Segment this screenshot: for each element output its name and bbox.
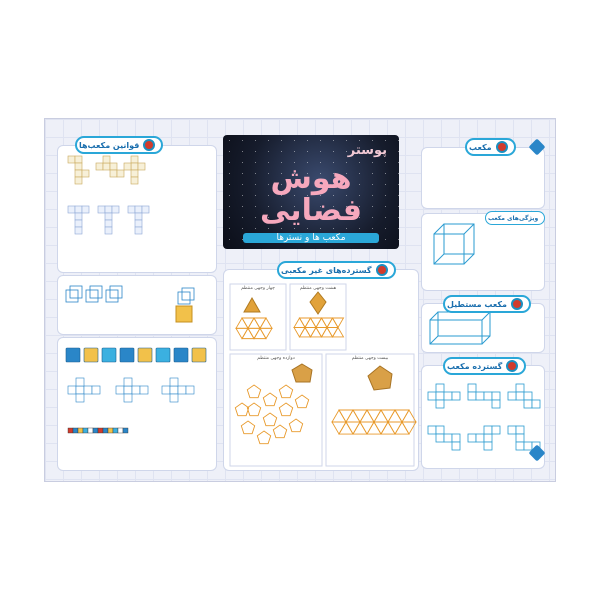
icosahedron-label: بیست وجهی منتظم xyxy=(351,356,389,361)
color-key-square xyxy=(123,428,128,433)
connector-tab xyxy=(421,168,422,190)
colored-cube xyxy=(192,348,206,362)
title-subtitle: مکعب ها و نسترها xyxy=(243,233,379,243)
net-square xyxy=(82,170,89,177)
cube-properties-header xyxy=(485,211,545,225)
color-key-square xyxy=(93,428,98,433)
net-square xyxy=(135,206,142,213)
color-key-square xyxy=(83,428,88,433)
net-square xyxy=(131,163,138,170)
net-square xyxy=(142,206,149,213)
net-square xyxy=(135,227,142,234)
colored-cube xyxy=(174,348,188,362)
net-square xyxy=(105,227,112,234)
cube-net-square xyxy=(492,392,500,400)
cube-panel xyxy=(421,147,545,209)
net-square xyxy=(96,163,103,170)
cube-net-square xyxy=(428,392,436,400)
net-square xyxy=(75,177,82,184)
cube-rules-nets xyxy=(58,146,217,273)
cube-net-square xyxy=(492,426,500,434)
fold-square xyxy=(132,386,140,394)
net-square xyxy=(117,170,124,177)
cube-title: مکعب xyxy=(469,142,492,152)
cube-net-square xyxy=(508,392,516,400)
net-square xyxy=(75,163,82,170)
net-square xyxy=(75,170,82,177)
title-line-1: هوش xyxy=(270,161,352,196)
fold-square xyxy=(162,386,170,394)
yellow-cube xyxy=(176,306,192,322)
colored-cube xyxy=(120,348,134,362)
red-dot-icon xyxy=(496,141,508,153)
fold-square xyxy=(186,386,194,394)
color-key-square xyxy=(113,428,118,433)
cube-header xyxy=(465,138,516,156)
fold-square xyxy=(178,386,186,394)
net-square xyxy=(75,156,82,163)
net-square xyxy=(105,206,112,213)
cube-nets-header xyxy=(443,357,526,375)
net-square xyxy=(103,163,110,170)
net-square xyxy=(68,156,75,163)
cube-net-square xyxy=(532,400,540,408)
net-square xyxy=(105,220,112,227)
cube-net-square xyxy=(428,426,436,434)
color-key-square xyxy=(98,428,103,433)
net-square xyxy=(131,177,138,184)
title-card xyxy=(223,135,399,249)
fold-square xyxy=(170,394,178,402)
color-key-square xyxy=(78,428,83,433)
cube-net-square xyxy=(436,392,444,400)
cube-net-square xyxy=(484,392,492,400)
left-bottom-panel xyxy=(57,337,217,471)
cube-net-square xyxy=(524,400,532,408)
non-cube-nets-header xyxy=(277,261,396,279)
cube-properties-title: ویژگی‌های مکعب xyxy=(488,214,539,222)
net-square xyxy=(112,206,119,213)
color-key-square xyxy=(103,428,108,433)
net-square xyxy=(138,163,145,170)
cube-net-square xyxy=(516,426,524,434)
fold-square xyxy=(92,386,100,394)
title-line-2: فضایی xyxy=(259,193,363,228)
colored-cube xyxy=(84,348,98,362)
cube-outline xyxy=(86,290,98,302)
cube-net-square xyxy=(516,392,524,400)
cube-net-square xyxy=(452,392,460,400)
left-mid-panel xyxy=(57,275,217,335)
cube-net-square xyxy=(452,434,460,442)
cube-net-square xyxy=(484,434,492,442)
red-dot-icon xyxy=(143,139,155,151)
fold-square xyxy=(170,386,178,394)
net-square xyxy=(75,220,82,227)
cube-rules-header xyxy=(75,136,163,154)
red-dot-icon xyxy=(376,264,388,276)
title-small: پوستر xyxy=(347,143,387,158)
net-square xyxy=(68,206,75,213)
tetrahedron-label: چهار وجهی منتظم xyxy=(241,286,275,291)
net-square xyxy=(124,163,131,170)
cube-outline xyxy=(178,292,190,304)
dodecahedron-label: دوازده وجهی منتظم xyxy=(257,356,295,361)
color-key-square xyxy=(88,428,93,433)
fold-square xyxy=(76,394,84,402)
cube-nets-drawing xyxy=(422,366,545,469)
fold-square xyxy=(84,386,92,394)
cube-net-square xyxy=(468,384,476,392)
net-square xyxy=(135,220,142,227)
cube-net-square xyxy=(492,400,500,408)
cube-net-square xyxy=(436,384,444,392)
cube-net-square xyxy=(452,442,460,450)
cube-net-square xyxy=(436,434,444,442)
cube-net-square xyxy=(508,426,516,434)
cube-net-square xyxy=(444,434,452,442)
color-key-square xyxy=(68,428,73,433)
non-cube-nets-drawing xyxy=(224,270,419,471)
cube-net-square xyxy=(476,392,484,400)
net-square xyxy=(75,206,82,213)
net-square xyxy=(110,163,117,170)
non-cube-nets-title: گسترده‌های غیر مکعبی xyxy=(281,265,372,275)
fold-square xyxy=(116,386,124,394)
poster-sheet xyxy=(44,118,556,482)
fold-square xyxy=(68,386,76,394)
cube-wireframe xyxy=(422,214,545,291)
non-cube-nets-panel xyxy=(223,269,419,471)
fold-square xyxy=(76,378,84,386)
net-square xyxy=(128,206,135,213)
fold-square xyxy=(124,386,132,394)
net-square xyxy=(131,156,138,163)
cube-nets-panel xyxy=(421,365,545,469)
fold-square xyxy=(124,378,132,386)
net-square xyxy=(82,206,89,213)
colored-cube xyxy=(66,348,80,362)
fold-square xyxy=(124,394,132,402)
fold-square xyxy=(140,386,148,394)
color-key-square xyxy=(108,428,113,433)
cube-rules-panel xyxy=(57,145,217,273)
octahedron-label: هشت وجهی منتظم xyxy=(299,286,337,291)
left-bottom-figures xyxy=(58,338,217,471)
cube-nets-title: گسترده مکعب xyxy=(447,361,503,371)
cube-net-square xyxy=(476,434,484,442)
cube-net-square xyxy=(436,426,444,434)
colored-cube xyxy=(102,348,116,362)
net-square xyxy=(103,156,110,163)
color-key-square xyxy=(118,428,123,433)
cuboid-header xyxy=(443,295,531,313)
net-square xyxy=(131,170,138,177)
cube-net-square xyxy=(516,434,524,442)
cube-outline xyxy=(106,290,118,302)
fold-square xyxy=(76,386,84,394)
red-dot-icon xyxy=(511,298,523,310)
red-dot-icon xyxy=(506,360,518,372)
cube-net-square xyxy=(444,392,452,400)
cube-net-square xyxy=(436,400,444,408)
cube-net-square xyxy=(484,426,492,434)
net-square xyxy=(135,213,142,220)
colored-cube xyxy=(156,348,170,362)
cube-outline xyxy=(66,290,78,302)
net-square xyxy=(75,227,82,234)
color-key-square xyxy=(73,428,78,433)
net-square xyxy=(98,206,105,213)
net-square xyxy=(75,213,82,220)
cube-net-square xyxy=(468,392,476,400)
cube-net-square xyxy=(468,434,476,442)
net-square xyxy=(105,213,112,220)
cube-net-square xyxy=(484,442,492,450)
cube-net-square xyxy=(516,442,524,450)
cuboid-title: مکعب مستطیل xyxy=(447,299,507,309)
left-mid-figures xyxy=(58,276,217,335)
fold-square xyxy=(170,378,178,386)
cube-net-square xyxy=(524,392,532,400)
net-square xyxy=(110,170,117,177)
colored-cube xyxy=(138,348,152,362)
cube-rules-title: قوانین مکعب‌ها xyxy=(79,140,140,150)
cube-net-square xyxy=(516,384,524,392)
